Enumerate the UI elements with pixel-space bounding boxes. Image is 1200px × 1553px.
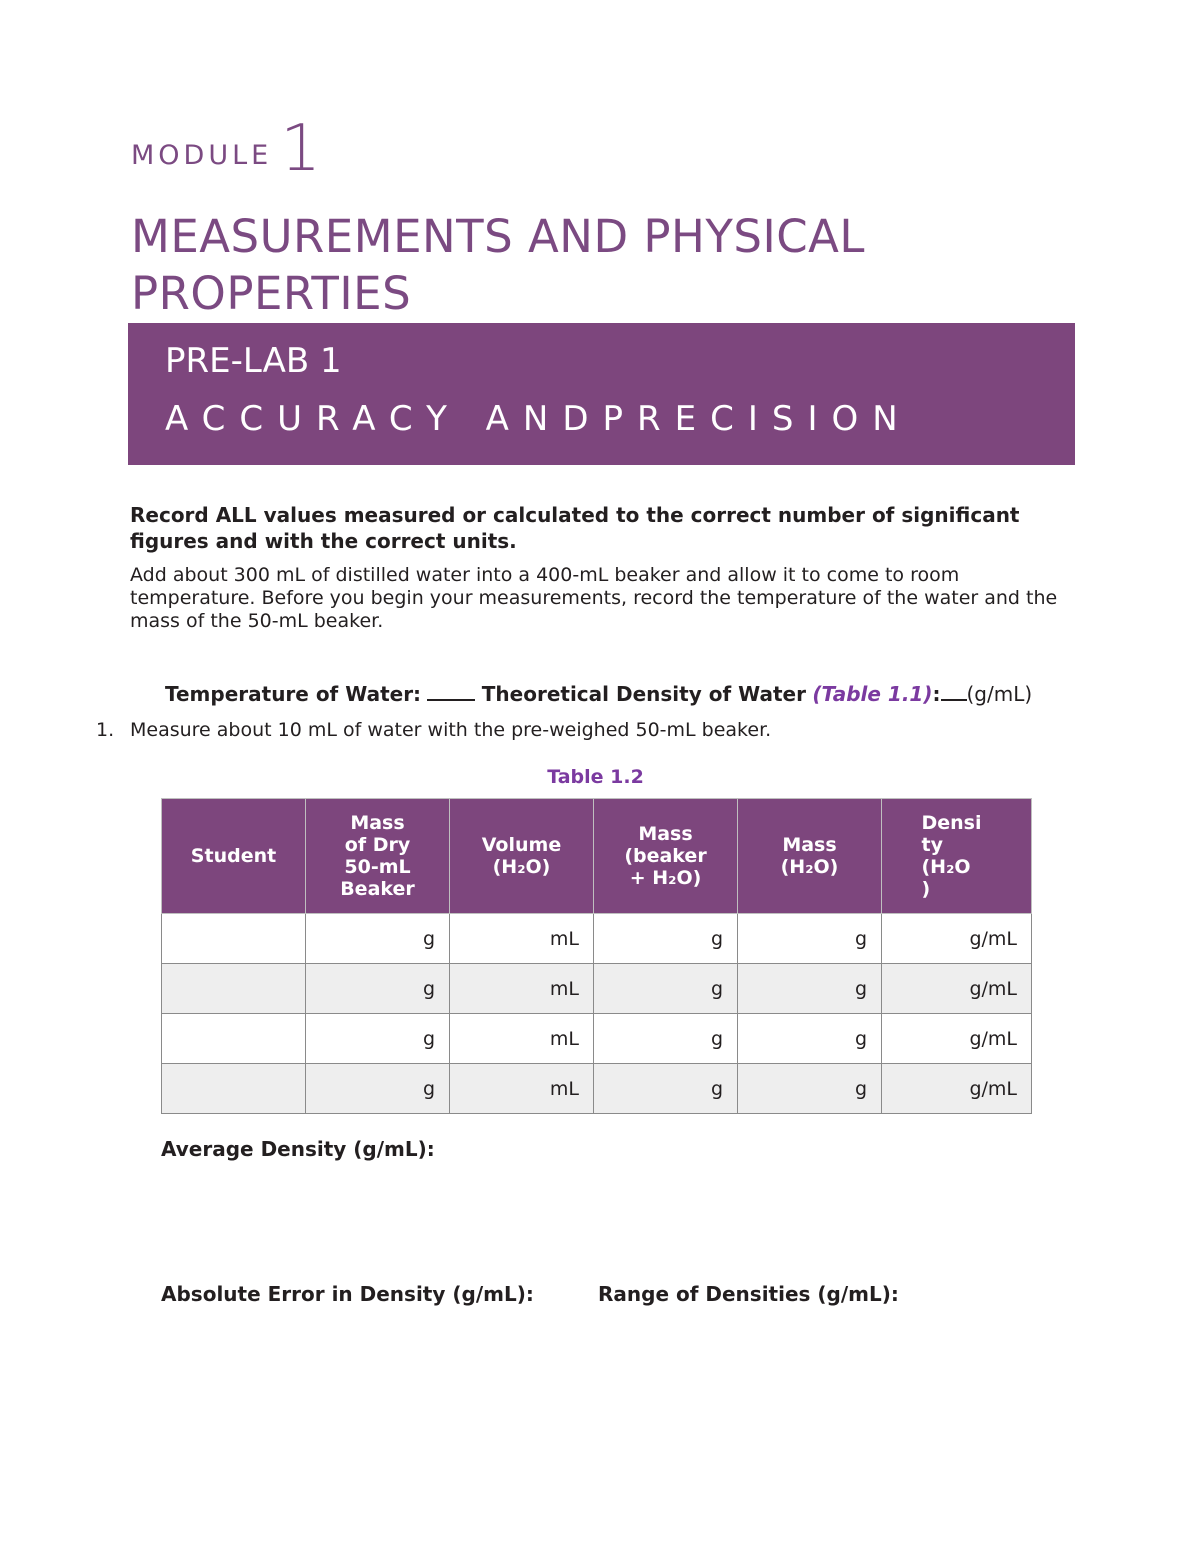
density-colon: : bbox=[932, 682, 941, 706]
table-cell-volume[interactable]: mL bbox=[450, 1064, 594, 1114]
table-caption: Table 1.2 bbox=[547, 766, 644, 788]
average-density-label: Average Density (g/mL): bbox=[161, 1137, 435, 1161]
range-densities-label: Range of Densities (g/mL): bbox=[598, 1282, 899, 1306]
table-cell-mass-beaker-water[interactable]: g bbox=[594, 964, 738, 1014]
density-unit: (g/mL) bbox=[966, 682, 1033, 706]
table-reference: (Table 1.1) bbox=[812, 682, 933, 706]
table-cell-mass-dry[interactable]: g bbox=[306, 1064, 450, 1114]
step-1-number: 1. bbox=[96, 719, 115, 741]
table-row bbox=[162, 1064, 1032, 1114]
table-cell-student[interactable] bbox=[162, 1014, 306, 1064]
table-cell-mass-dry[interactable]: g bbox=[306, 914, 450, 964]
table-cell-density[interactable]: g/mL bbox=[882, 914, 1032, 964]
table-cell-student[interactable] bbox=[162, 1064, 306, 1114]
header-mass-beaker-water: Mass (beaker + H₂O) bbox=[594, 799, 738, 914]
table-header-row bbox=[162, 799, 1032, 914]
prelab-banner bbox=[128, 323, 1075, 465]
table-row bbox=[162, 964, 1032, 1014]
module-heading bbox=[131, 112, 321, 186]
table-cell-volume[interactable]: mL bbox=[450, 964, 594, 1014]
table-cell-mass-beaker-water[interactable]: g bbox=[594, 914, 738, 964]
step-1 bbox=[96, 719, 771, 741]
table-cell-mass-beaker-water[interactable]: g bbox=[594, 1014, 738, 1064]
page-title bbox=[131, 208, 1091, 322]
table-cell-mass-water[interactable]: g bbox=[738, 914, 882, 964]
page-title-line-1: MEASUREMENTS AND PHYSICAL bbox=[131, 210, 865, 263]
temperature-label: Temperature of Water: bbox=[165, 682, 422, 706]
table-row bbox=[162, 914, 1032, 964]
absolute-error-label: Absolute Error in Density (g/mL): bbox=[161, 1282, 534, 1306]
table-cell-mass-beaker-water[interactable]: g bbox=[594, 1064, 738, 1114]
table-cell-density[interactable]: g/mL bbox=[882, 964, 1032, 1014]
table-cell-density[interactable]: g/mL bbox=[882, 1064, 1032, 1114]
table-cell-volume[interactable]: mL bbox=[450, 1014, 594, 1064]
temperature-density-line bbox=[165, 681, 1032, 706]
header-student bbox=[162, 799, 306, 914]
header-student-label: Student bbox=[190, 845, 277, 867]
table-cell-mass-water[interactable]: g bbox=[738, 1064, 882, 1114]
header-density-water: Densi ty (H₂O ) bbox=[882, 799, 1032, 914]
theoretical-density-label: Theoretical Density of Water bbox=[481, 682, 806, 706]
header-mass-dry-beaker: Mass of Dry 50-mL Beaker bbox=[306, 799, 450, 914]
banner-subtitle: ACCURACY ANDPRECISION bbox=[165, 399, 912, 439]
step-1-text: Measure about 10 mL of water with the pre-weighed 50-mL beaker. bbox=[130, 719, 772, 741]
table-cell-student[interactable] bbox=[162, 964, 306, 1014]
instruction-text: Record ALL values measured or calculated to the correct number of significant figures and with the correct units. bbox=[130, 503, 1020, 553]
table-cell-mass-water[interactable]: g bbox=[738, 964, 882, 1014]
table-row bbox=[162, 1014, 1032, 1064]
table-cell-student[interactable] bbox=[162, 914, 306, 964]
density-blank bbox=[941, 681, 967, 701]
table-cell-mass-water[interactable]: g bbox=[738, 1014, 882, 1064]
banner-prelab-title: PRE-LAB 1 bbox=[165, 341, 342, 381]
header-volume-water: Volume (H₂O) bbox=[450, 799, 594, 914]
page-title-line-2: PROPERTIES bbox=[131, 267, 412, 320]
procedure-paragraph: Add about 300 mL of distilled water into a 400-mL beaker and allow it to come to room temperature. Before you begin your measurements, record the temperature of the water and the mass of the 50-mL beaker. bbox=[130, 564, 1058, 632]
data-table bbox=[161, 798, 1032, 1114]
table-cell-volume[interactable]: mL bbox=[450, 914, 594, 964]
module-word: MODULE bbox=[131, 140, 273, 171]
table-cell-density[interactable]: g/mL bbox=[882, 1014, 1032, 1064]
module-number: 1 bbox=[280, 112, 321, 186]
table-cell-mass-dry[interactable]: g bbox=[306, 964, 450, 1014]
temperature-blank bbox=[427, 681, 475, 701]
header-mass-water: Mass (H₂O) bbox=[738, 799, 882, 914]
table-cell-mass-dry[interactable]: g bbox=[306, 1014, 450, 1064]
